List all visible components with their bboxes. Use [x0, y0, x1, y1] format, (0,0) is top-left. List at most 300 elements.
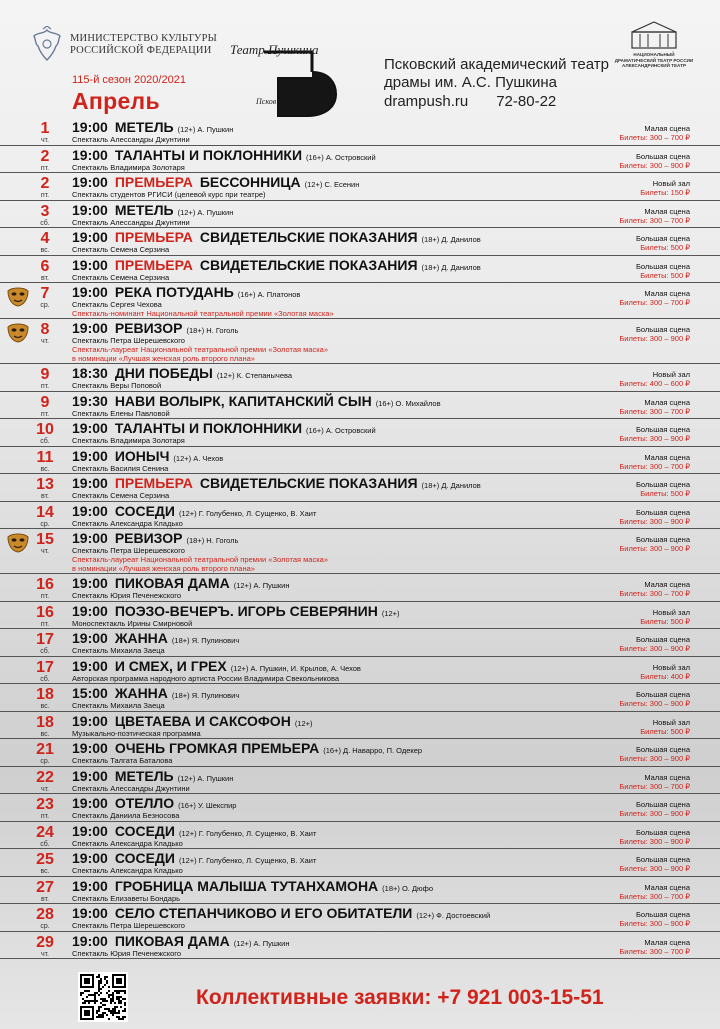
event-price: Билеты: 300 – 900 ₽: [619, 809, 690, 818]
event-title[interactable]: ЖАННА: [114, 685, 168, 701]
event-weekday: пт.: [40, 620, 50, 628]
ministry-line-1: МИНИСТЕРСТВО КУЛЬТУРЫ: [70, 33, 217, 44]
schedule-row: [0, 849, 720, 877]
event-meta: (16+) У. Шекспир: [178, 801, 237, 810]
event-date: [28, 419, 62, 446]
premiere-label: ПРЕМЬЕРА: [114, 256, 193, 273]
event-price: Билеты: 300 – 700 ₽: [619, 589, 690, 598]
ministry-logo: [30, 26, 217, 64]
event-time: 19:00: [72, 795, 108, 811]
event-meta: (16+) А. Островский: [306, 426, 376, 435]
event-weekday: чт.: [40, 338, 50, 345]
event-meta: (18+) Д. Данилов: [421, 262, 481, 272]
event-time: 19:00: [72, 420, 108, 436]
event-day: 13: [36, 476, 54, 493]
event-date: [28, 447, 62, 474]
event-date: [28, 767, 62, 794]
nat-line-2: ДРАМАТИЧЕСКИЙ ТЕАТР РОССИИ: [614, 57, 694, 63]
event-date: [28, 794, 62, 821]
event-date: [28, 684, 62, 711]
event-title[interactable]: МЕТЕЛЬ: [114, 201, 174, 218]
event-director: Спектакль Петра Шерешевского: [72, 336, 185, 345]
event-meta: (16+) А. Платонов: [237, 290, 301, 299]
event-meta: (12+) А. Пушкин: [177, 125, 234, 134]
event-price: Билеты: 500 ₽: [640, 243, 690, 252]
event-day: 10: [36, 421, 54, 438]
event-venue: Новый зал: [652, 717, 690, 727]
event-day: 27: [36, 878, 54, 896]
theatre-info: [384, 56, 609, 112]
event-title[interactable]: И СМЕХ, И ГРЕХ: [114, 657, 227, 674]
event-title[interactable]: СОСЕДИ: [114, 822, 175, 839]
event-price: Билеты: 300 – 900 ₽: [619, 754, 690, 763]
event-price: Билеты: 300 – 900 ₽: [619, 836, 690, 846]
event-weekday: сб.: [40, 648, 50, 655]
event-venue: Новый зал: [652, 370, 690, 379]
event-price: Билеты: 300 – 700 ₽: [619, 946, 690, 956]
event-weekday: пт.: [40, 410, 50, 418]
event-date: [28, 256, 62, 283]
event-venue: Малая сцена: [644, 397, 690, 407]
event-day: 1: [40, 120, 50, 137]
event-date: [28, 849, 62, 876]
event-meta: (12+) Г. Голубенко, Л. Сущенко, В. Хаит: [178, 508, 317, 518]
event-date: [28, 283, 62, 310]
event-director: Спектакль Алессандры Джунтини: [72, 135, 190, 144]
event-weekday: чт.: [40, 548, 50, 555]
event-weekday: вс.: [40, 730, 50, 738]
event-time: 19:00: [72, 284, 108, 300]
event-director: Спектакль Петра Шерешевского: [72, 546, 185, 555]
event-weekday: пт.: [40, 593, 50, 600]
event-time: 19:00: [72, 447, 108, 464]
event-day: 14: [36, 503, 54, 521]
schedule-row: [0, 739, 720, 767]
event-venue: Новый зал: [652, 179, 690, 188]
event-time: 19:00: [72, 657, 108, 674]
event-title[interactable]: БЕССОННИЦА: [199, 174, 301, 190]
event-title[interactable]: ПИКОВАЯ ДАМА: [114, 932, 230, 949]
event-meta: (12+) А. Чехов: [173, 453, 224, 463]
event-director: Спектакль Михаила Заеца: [72, 646, 165, 655]
event-date: [28, 629, 62, 656]
event-title[interactable]: ПИКОВАЯ ДАМА: [114, 575, 230, 591]
event-venue: Большая сцена: [636, 151, 690, 161]
schedule-row: [0, 529, 720, 574]
event-venue: Малая сцена: [644, 882, 690, 892]
event-director: Спектакль Михаила Заеца: [72, 701, 165, 710]
event-venue: Малая сцена: [644, 206, 690, 216]
golden-mask-icon: [6, 321, 30, 343]
logo-script: Театр Пушкина: [230, 42, 319, 57]
schedule-row: [0, 118, 720, 146]
nat-line-3: АЛЕКСАНДРИНСКИЙ ТЕАТР: [621, 63, 687, 68]
event-venue: Большая сцена: [636, 827, 690, 837]
event-price: Билеты: 300 – 900 ₽: [619, 160, 690, 170]
event-weekday: чт.: [40, 137, 50, 144]
event-title[interactable]: НАВИ ВОЛЫРК, КАПИТАНСКИЙ СЫН: [114, 392, 372, 409]
event-weekday: ср.: [40, 520, 50, 528]
event-title[interactable]: ТАЛАНТЫ И ПОКЛОННИКИ: [114, 420, 303, 436]
golden-mask-icon: [6, 531, 30, 553]
event-date: [28, 574, 62, 601]
event-meta: (12+) А. Пушкин: [233, 581, 290, 590]
event-time: 18:30: [72, 365, 108, 381]
event-date: [28, 118, 62, 145]
event-meta: (12+) Ф. Достоевский: [416, 911, 491, 920]
event-weekday: сб.: [40, 840, 50, 848]
event-director: Спектакль Алессандры Джунтини: [72, 783, 190, 793]
event-time: 19:00: [72, 119, 108, 135]
event-price: Билеты: 300 – 700 ₽: [619, 781, 690, 791]
event-meta: (12+) А. Пушкин: [177, 773, 234, 783]
event-date: [28, 904, 62, 931]
event-director: Музыкально-поэтическая программа: [72, 728, 201, 738]
event-date: [28, 502, 62, 529]
event-meta: (18+) Д. Данилов: [421, 481, 481, 490]
event-director: Спектакль Владимира Золотаря: [72, 436, 185, 445]
event-price: Билеты: 300 – 900 ₽: [619, 644, 690, 653]
event-director: Спектакль Петра Шерешевского: [72, 921, 185, 930]
schedule-row: [0, 201, 720, 229]
event-price: Билеты: 300 – 700 ₽: [619, 215, 690, 225]
event-price: Билеты: 300 – 700 ₽: [619, 461, 690, 471]
event-title[interactable]: РЕВИЗОР: [114, 530, 183, 546]
event-venue: Новый зал: [652, 662, 690, 672]
event-meta: (12+) А. Пушкин: [233, 938, 290, 948]
event-venue: Малая сцена: [644, 937, 690, 947]
event-time: 19:00: [72, 932, 108, 949]
event-meta: (12+): [381, 608, 400, 618]
event-title[interactable]: ПОЭЗО-ВЕЧЕРЪ. ИГОРЬ СЕВЕРЯНИН: [114, 602, 378, 619]
event-date: [28, 319, 62, 346]
event-meta: (12+) С. Есенин: [304, 180, 360, 189]
schedule-row: [0, 146, 720, 174]
event-venue: Большая сцена: [636, 855, 690, 864]
theatre-building-icon: [624, 20, 684, 50]
event-date: [28, 602, 62, 629]
event-weekday: ср.: [40, 302, 50, 309]
event-time: 19:00: [72, 475, 108, 491]
schedule-row: [0, 712, 720, 740]
event-date: [28, 173, 62, 200]
event-day: 6: [40, 257, 50, 275]
theatre-name-line-2: драмы им. А.С. Пушкина: [384, 74, 557, 91]
event-price: Билеты: 300 – 900 ₽: [619, 919, 690, 928]
event-director: Спектакль Владимира Золотаря: [72, 162, 185, 172]
event-venue: Большая сцена: [636, 425, 690, 434]
event-weekday: пт.: [40, 813, 50, 820]
schedule-row: [0, 629, 720, 657]
schedule-row: [0, 447, 720, 475]
logo-city: Псков: [256, 97, 277, 106]
event-title[interactable]: РЕКА ПОТУДАНЬ: [114, 284, 234, 300]
event-day: 29: [36, 933, 54, 951]
event-date: [28, 474, 62, 501]
event-time: 19:00: [72, 905, 108, 921]
event-venue: Малая сцена: [644, 580, 690, 589]
event-title[interactable]: МЕТЕЛЬ: [114, 767, 174, 784]
event-director: Спектакль студентов РГИСИ (целевой курс при театре): [72, 190, 266, 199]
event-meta: (18+) О. Дюфо: [382, 883, 434, 893]
qr-code[interactable]: [78, 972, 128, 1022]
ministry-line-2: РОССИЙСКОЙ ФЕДЕРАЦИИ: [70, 45, 212, 56]
event-day: 17: [36, 658, 54, 676]
event-director: Спектакль Александра Кладько: [72, 518, 183, 528]
schedule-row: [0, 474, 720, 502]
event-title[interactable]: СВИДЕТЕЛЬСКИЕ ПОКАЗАНИЯ: [199, 256, 418, 273]
event-meta: (12+): [294, 718, 313, 728]
event-date: [28, 822, 62, 849]
event-director: Спектакль Семена Серзина: [72, 491, 170, 500]
group-bookings-contact: Коллективные заявки: +7 921 003-15-51: [196, 986, 604, 1009]
event-meta: (16+) Д. Наварро, П. Одекер: [323, 746, 423, 755]
month-title: Апрель: [72, 88, 160, 114]
premiere-label: ПРЕМЬЕРА: [114, 475, 193, 491]
event-director: Спектакль Александра Кладько: [72, 866, 183, 875]
premiere-label: ПРЕМЬЕРА: [114, 174, 193, 190]
event-award-note: Спектакль-лауреат Национальной театральной премии «Золотая маска»: [72, 555, 329, 564]
event-director: Спектакль Елены Павловой: [72, 408, 170, 418]
event-award-note: Спектакль-лауреат Национальной театральной премии «Золотая маска»: [72, 345, 329, 354]
event-time: 19:00: [72, 712, 108, 729]
event-title[interactable]: ГРОБНИЦА МАЛЫША ТУТАНХАМОНА: [114, 877, 379, 894]
event-price: Билеты: 400 ₽: [640, 671, 690, 681]
event-day: 2: [40, 147, 50, 165]
event-date: [28, 657, 62, 684]
event-time: 19:00: [72, 740, 108, 756]
event-time: 19:00: [72, 146, 108, 163]
event-time: 19:00: [72, 229, 108, 245]
event-venue: Большая сцена: [636, 261, 690, 271]
schedule-row: [0, 794, 720, 822]
event-weekday: вс.: [40, 703, 50, 710]
theatre-phone: 72-80-22: [496, 93, 557, 110]
schedule-row: [0, 256, 720, 284]
premiere-label: ПРЕМЬЕРА: [114, 229, 193, 245]
event-director: Спектакль Алессандры Джунтини: [72, 217, 190, 227]
event-title[interactable]: ОЧЕНЬ ГРОМКАЯ ПРЕМЬЕРА: [114, 740, 320, 756]
event-time: 19:00: [72, 630, 108, 646]
schedule-row: [0, 502, 720, 530]
event-venue: Малая сцена: [644, 452, 690, 462]
event-venue: Большая сцена: [636, 507, 690, 517]
event-weekday: пт.: [40, 383, 50, 390]
event-price: Билеты: 300 – 700 ₽: [619, 891, 690, 901]
event-director: Спектакль Талгата Баталова: [72, 756, 173, 765]
event-day: 11: [36, 448, 54, 466]
theatre-site-link[interactable]: drampush.ru: [384, 93, 469, 110]
event-meta: (12+) Г. Голубенко, Л. Сущенко, В. Хаит: [178, 828, 317, 838]
nat-line-1: НАЦИОНАЛЬНЫЙ: [633, 52, 675, 57]
event-director: Спектакль Юрия Печенежского: [72, 948, 182, 958]
event-time: 19:00: [72, 256, 108, 273]
event-director: Спектакль Сергея Чехова: [72, 300, 162, 309]
event-director: Спектакль Александра Кладько: [72, 838, 183, 848]
event-price: Билеты: 300 – 900 ₽: [619, 434, 690, 443]
event-price: Билеты: 400 – 600 ₽: [619, 379, 690, 388]
event-date: [28, 146, 62, 173]
event-weekday: сб.: [40, 438, 50, 445]
event-day: 22: [36, 768, 54, 786]
event-day: 9: [40, 366, 50, 383]
golden-mask-icon: [6, 285, 30, 307]
event-venue: Большая сцена: [636, 234, 690, 243]
event-title[interactable]: ДНИ ПОБЕДЫ: [114, 365, 213, 381]
event-title[interactable]: СВИДЕТЕЛЬСКИЕ ПОКАЗАНИЯ: [199, 475, 418, 491]
event-date: [28, 712, 62, 739]
event-day: 28: [36, 906, 54, 923]
event-venue: Малая сцена: [644, 772, 690, 782]
event-meta: (18+) Н. Гоголь: [186, 326, 239, 335]
event-director: Спектакль Юрия Печенежского: [72, 591, 182, 600]
event-date: [28, 932, 62, 959]
event-date: [28, 529, 62, 556]
schedule-row: [0, 228, 720, 256]
schedule-list: [0, 118, 720, 959]
event-director: Спектакль Елизаветы Бондарь: [72, 893, 181, 903]
schedule-row: [0, 904, 720, 932]
event-time: 15:00: [72, 685, 108, 701]
event-title[interactable]: СЕЛО СТЕПАНЧИКОВО И ЕГО ОБИТАТЕЛИ: [114, 905, 413, 921]
event-title[interactable]: МЕТЕЛЬ: [114, 119, 174, 135]
event-weekday: вс.: [40, 465, 50, 473]
event-venue: Малая сцена: [644, 289, 690, 298]
event-time: 19:00: [72, 822, 108, 839]
event-date: [28, 364, 62, 391]
event-title[interactable]: ТАЛАНТЫ И ПОКЛОННИКИ: [114, 146, 303, 163]
event-price: Билеты: 300 – 900 ₽: [619, 334, 690, 343]
schedule-row: [0, 364, 720, 392]
event-date: [28, 739, 62, 766]
schedule-row: [0, 392, 720, 420]
event-price: Билеты: 300 – 700 ₽: [619, 298, 690, 307]
event-meta: (18+) Д. Данилов: [421, 235, 481, 244]
schedule-row: [0, 173, 720, 201]
event-day: 17: [36, 631, 54, 648]
event-venue: Большая сцена: [636, 635, 690, 644]
event-weekday: ср.: [40, 923, 50, 930]
event-time: 19:00: [72, 174, 108, 190]
event-time: 19:00: [72, 602, 108, 619]
event-meta: (12+) А. Пушкин: [177, 207, 234, 217]
event-venue: Большая сцена: [636, 325, 690, 334]
event-director: Авторская программа народного артиста России Владимира Свекольникова: [72, 673, 340, 683]
event-title[interactable]: СОСЕДИ: [114, 850, 175, 866]
event-time: 19:00: [72, 502, 108, 519]
event-day: 16: [36, 576, 54, 593]
schedule-row: [0, 877, 720, 905]
event-price: Билеты: 300 – 900 ₽: [619, 699, 690, 708]
event-weekday: ср.: [40, 758, 50, 765]
event-time: 19:00: [72, 767, 108, 784]
event-venue: Малая сцена: [644, 124, 690, 133]
event-title[interactable]: РЕВИЗОР: [114, 320, 183, 336]
schedule-row: [0, 319, 720, 364]
event-day: 9: [40, 393, 50, 411]
event-time: 19:00: [72, 530, 108, 546]
event-title[interactable]: ЖАННА: [114, 630, 168, 646]
event-weekday: сб.: [40, 219, 50, 227]
schedule-row: [0, 657, 720, 685]
event-weekday: пт.: [40, 164, 50, 172]
event-title[interactable]: ИОНЫЧ: [114, 447, 170, 464]
event-weekday: сб.: [40, 675, 50, 683]
event-price: Билеты: 300 – 700 ₽: [619, 406, 690, 416]
schedule-row: [0, 574, 720, 602]
event-venue: Большая сцена: [636, 690, 690, 699]
event-price: Билеты: 300 – 900 ₽: [619, 516, 690, 526]
event-price: Билеты: 300 – 700 ₽: [619, 133, 690, 142]
event-day: 4: [40, 230, 50, 247]
schedule-row: [0, 932, 720, 960]
event-weekday: вс.: [40, 868, 50, 875]
event-title[interactable]: ЦВЕТАЕВА И САКСОФОН: [114, 712, 291, 729]
event-time: 19:00: [72, 320, 108, 336]
event-title[interactable]: СВИДЕТЕЛЬСКИЕ ПОКАЗАНИЯ: [199, 229, 418, 245]
event-title[interactable]: ОТЕЛЛО: [114, 795, 175, 811]
event-venue: Большая сцена: [636, 800, 690, 809]
event-time: 19:00: [72, 850, 108, 866]
event-day: 2: [40, 175, 50, 192]
eagle-emblem-icon: [30, 26, 64, 64]
event-day: 8: [40, 321, 50, 338]
event-time: 19:30: [72, 392, 108, 409]
event-meta: (12+) Г. Голубенко, Л. Сущенко, В. Хаит: [178, 856, 317, 865]
event-price: Билеты: 300 – 900 ₽: [619, 544, 690, 553]
event-director: Спектакль Василия Сенина: [72, 463, 169, 473]
event-date: [28, 201, 62, 228]
event-weekday: вт.: [41, 274, 49, 282]
event-day: 18: [36, 713, 54, 731]
event-meta: (12+) А. Пушкин, И. Крылов, А. Чехов: [230, 663, 361, 673]
event-meta: (12+) К. Степанычева: [216, 371, 293, 380]
event-weekday: вт.: [41, 493, 49, 500]
event-price: Билеты: 500 ₽: [640, 489, 690, 498]
event-time: 19:00: [72, 575, 108, 591]
event-award-note: в номинации «Лучшая женская роль второго плана»: [72, 564, 255, 573]
event-meta: (18+) Я. Пулинович: [171, 636, 240, 645]
event-price: Билеты: 300 – 900 ₽: [619, 864, 690, 873]
event-date: [28, 228, 62, 255]
event-meta: (18+) Н. Гоголь: [186, 536, 239, 545]
event-venue: Большая сцена: [636, 535, 690, 544]
schedule-row: [0, 822, 720, 850]
theatre-name-line-1: Псковский академический театр: [384, 56, 609, 73]
event-weekday: чт.: [40, 785, 50, 793]
schedule-row: [0, 767, 720, 795]
event-award-note: Спектакль-номинант Национальной театральной премии «Золотая маска»: [72, 309, 334, 318]
event-director: Спектакль Семена Серзина: [72, 245, 170, 254]
event-weekday: вт.: [41, 895, 49, 903]
schedule-row: [0, 602, 720, 630]
event-weekday: пт.: [40, 192, 50, 199]
event-day: 18: [36, 686, 54, 703]
event-day: 21: [36, 741, 54, 758]
event-day: 23: [36, 796, 54, 813]
event-title[interactable]: СОСЕДИ: [114, 502, 175, 519]
event-day: 25: [36, 851, 54, 868]
event-venue: Большая сцена: [636, 910, 690, 919]
national-theatre-logo: [612, 20, 696, 69]
event-price: Билеты: 500 ₽: [640, 726, 690, 736]
event-day: 15: [36, 531, 54, 548]
event-time: 19:00: [72, 201, 108, 218]
event-price: Билеты: 150 ₽: [640, 188, 690, 197]
event-meta: (18+) Я. Пулинович: [171, 691, 240, 700]
event-weekday: чт.: [40, 950, 50, 958]
event-price: Билеты: 500 ₽: [640, 616, 690, 626]
